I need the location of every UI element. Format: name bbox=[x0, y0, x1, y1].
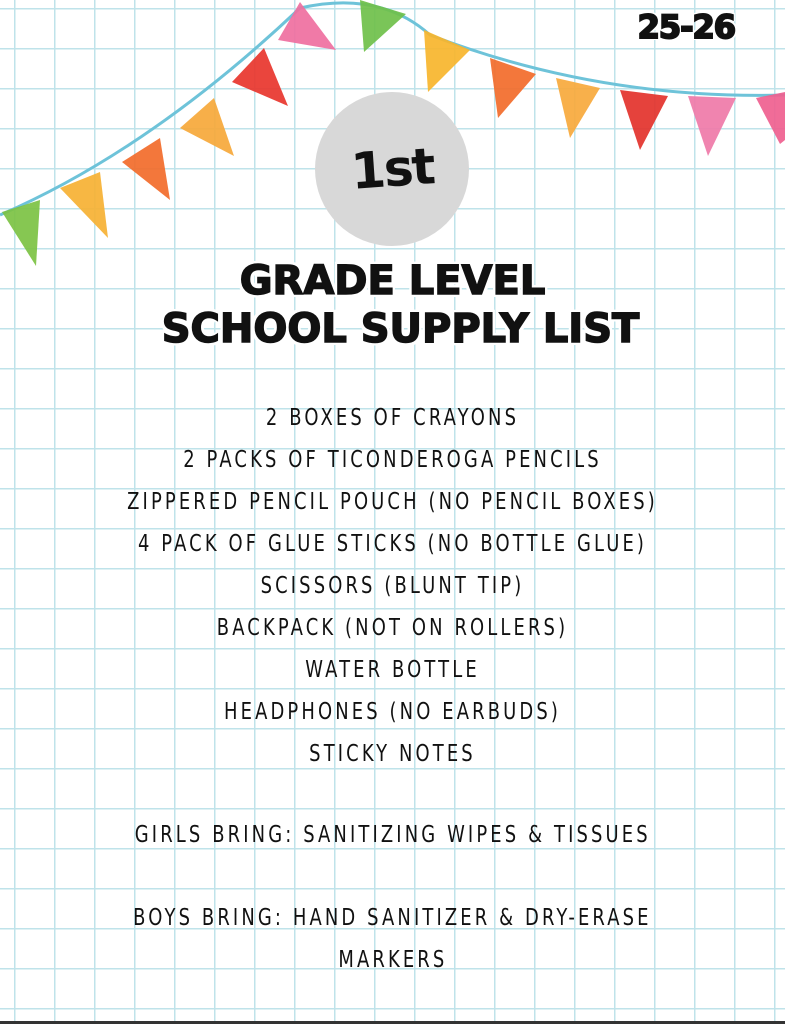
boys-bring-text-line-1: BOYS BRING: HAND SANITIZER & DRY-ERASE bbox=[133, 905, 652, 931]
supply-item: 4 PACK OF GLUE STICKS (NO BOTTLE GLUE) bbox=[137, 531, 648, 557]
supply-item: 2 BOXES OF CRAYONS bbox=[265, 405, 520, 431]
bunting-flag bbox=[232, 48, 288, 106]
bunting-flag bbox=[688, 96, 736, 156]
boys-bring-note bbox=[0, 897, 785, 981]
bunting-flag bbox=[424, 30, 470, 92]
title-line-1: GRADE LEVEL bbox=[239, 258, 546, 304]
girls-bring-note bbox=[0, 814, 785, 856]
bunting-flag bbox=[620, 90, 668, 150]
bunting-flag bbox=[756, 92, 785, 144]
supply-item: HEADPHONES (NO EARBUDS) bbox=[224, 699, 561, 725]
bunting-flag bbox=[278, 2, 336, 50]
supply-item: ZIPPERED PENCIL POUCH (NO PENCIL BOXES) bbox=[127, 489, 658, 515]
supply-item: SCISSORS (BLUNT TIP) bbox=[260, 573, 525, 599]
supply-list bbox=[0, 397, 785, 775]
title-line-2: SCHOOL SUPPLY LIST bbox=[161, 306, 640, 352]
supply-item: STICKY NOTES bbox=[309, 741, 476, 767]
supply-item: BACKPACK (NOT ON ROLLERS) bbox=[216, 615, 569, 641]
bunting-flag bbox=[556, 78, 600, 138]
bunting-flag bbox=[180, 98, 234, 156]
grade-badge bbox=[315, 92, 469, 246]
boys-bring-text-line-2: MARKERS bbox=[337, 947, 448, 973]
school-year-label: 25-26 bbox=[637, 8, 735, 46]
girls-bring-text: GIRLS BRING: SANITIZING WIPES & TISSUES bbox=[134, 822, 651, 848]
supply-item: WATER BOTTLE bbox=[305, 657, 480, 683]
supply-item: 2 PACKS OF TICONDEROGA PENCILS bbox=[183, 447, 602, 473]
bunting-flag bbox=[122, 138, 170, 200]
bunting-flag bbox=[360, 0, 406, 52]
grade-label: 1st bbox=[348, 137, 436, 201]
bunting-flag bbox=[2, 200, 40, 266]
